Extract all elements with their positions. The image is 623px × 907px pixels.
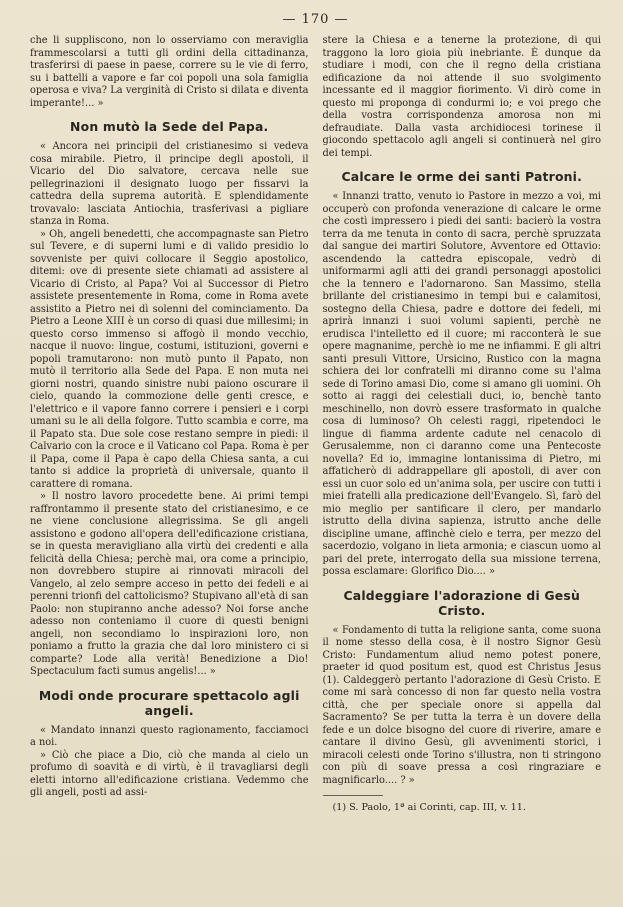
paragraph: » Oh, angeli benedetti, che accompagnaste san Pietro sul Tevere, e di superni lumi e di valido presidio lo sovveniste per quivi collocare il Seggio apostolico, ditemi: ove di presente siete chiamati ad assistere al Vicario di Cristo, al Papa? Voi al Successor di Pietro assistete presentemente in Roma, come in Roma avete assistito a Pietro nei dì solenni del cominciamento. Da Pietro a Leone XIII è un corso di quasi due millesimi; in questo corso immenso si affogò il mondo vecchio, nacque il nuovo: lingue, costumi, istituzioni, governi e popoli tramutarono: non mutò punto il Papato, non mutò il territorio alla Sede del Papa. E non muta nei giorni nostri, quando sinistre nubi paiono oscurare il cielo, quando la commozione delle genti cresce, e l'elettrico e il vapore fanno correre i pensieri e i corpi umani su le ali della folgore. Tutto scambia e corre, ma il Papato sta. Due sole cose restano sempre in piedi: il Calvario con la croce e il Vaticano col Papa. Roma è per il Papa, come il Papa è capo della Chiesa santa, a cui tanto si addice la proprietà di universale, quanto il carattere di romana. [30,228,309,490]
paragraph: che li suppliscono, non lo osserviamo con meraviglia frammescolarsi a tutti gli ordini della cittadinanza, trasferirsi di paese in paese, correre su le vie di ferro, su i battelli a vapore e far coi popoli una sola famiglia operosa e viva? La verginità di Cristo si dilata e diventa imperante!... » [30,35,309,109]
two-column-layout [30,35,601,814]
footnote-divider [323,795,383,796]
paragraph: « Mandato innanzi questo ragionamento, facciamoci a noi. [30,724,309,748]
page-number: — 170 — [282,12,349,27]
section-heading: Calcare le orme dei santi Patroni. [341,169,583,184]
paragraph: » Ciò che piace a Dio, ciò che manda al cielo un profumo di soavità e di virtù, è il travagliarsi degli eletti intorno all'edificazione cristiana. Vedemmo che gli angeli, posti ad assi- [30,749,309,798]
left-column [30,35,309,814]
section-heading: Modi onde procurare spettacolo agli angeli. [38,687,300,718]
paragraph: « Innanzi tratto, venuto io Pastore in mezzo a voi, mi occuperò con profonda venerazione di calcare le orme che costì impressero i piedi dei santi: bacierò la vostra terra da me tenuta in conto di sacra, perchè spruzzata dal sangue dei martiri Solutore, Avventore ed Ottavio: ascendendo la cattedra episcopale, vedrò di uniformarmi agli atti dei grandi personaggi apostolici che la tennero e l'adornarono. San Massimo, stella brillante del cristianesimo in tempi bui e calamitosi, sostegno della Chiesa, padre e dottore dei fedeli, mi aprirà innanzi i suoi volumi sapienti, perchè ne erudisca l'intelletto ed il cuore; mi racconterà le sue opere magnanime, perchè io me ne infiammi. E gli altri santi presuli Vittore, Ursicino, Rustico con la magna schiera dei lor confratelli mi diranno come su l'alma sede di Torino amasi Dio, come si amano gli uomini. Oh sotto ai raggi dei celestiali duci, io, benchè tanto meschinello, non dovrò essere trasformato in qualche cosa di luminoso? Oh celesti raggi, ripetendoci le lingue di fiamma ardente cadute nel cenacolo di Gerusalemme, non ci daranno come una Pentecoste novella? Ed io, immagine lontanissima di Pietro, mi affaticherò di addrappellare gli apostoli, di aver con essi un cuor solo ed un'anima sola, per uscire con tutti i miei fratelli alla predicazione dell'Evangelo. Sì, farò del mio meglio per santificare il clero, per mandarlo istrutto della divina sapienza, istrutto anche delle discipline umane, affinchè cielo e terra, per mezzo del sacerdozio, volgano in lieta armonia; e ciascun uomo al pari del prete, interrogato della sua missione terrena, possa esclamare: Glorifico Dio.... » [322,191,601,577]
paragraph: » Il nostro lavoro procedette bene. Ai primi tempi raffrontammo il presente stato del cristianesimo, e ce ne viene conclusione allegrissima. Se gli angeli assistono e godono all'opera dell'edificazione cristiana, se in questa meravigliano alla virtù dei credenti e alla felicità della Chiesa; perchè mai, ora come a principio, non dovrebbero stupire ai rinnovati miracoli del Vangelo, al zelo sempre acceso in petto dei fedeli e ai perenni trionfi del cattolicismo? Stupivano all'età di san Paolo: non stupiranno anche adesso? Noi forse anche adesso non conteniamo il cuore di questi benigni angeli, non secondiamo lo inspirazioni loro, non poniamo a frutto la grazia che dal loro ministero ci si comparte? Lode alla verità! Benedizione a Dio! Spectaculum facti sumus angelis!... » [30,491,309,677]
paragraph: « Fondamento di tutta la religione santa, come suona il nome stesso della cosa, è il nostro Signor Gesù Cristo: Fundamentum aliud nemo potest ponere, praeter id quod positum est, quod est Christus Jesus (1). Caldeggerò pertanto l'adorazione di Gesù Cristo. E come mi sarà concesso di non far questo nella vostra città, che per speciale onore si appella dal Sacramento? Se per tutta la terra è un dovere della fede e un dolce bisogno del cuore di riverire, amare e cantare il divino Gesù, gli avvenimenti storici, i miracoli celesti onde Torino s'illustra, non ti stringono con più di soave pressa a così ringraziare e magnificarlo.... ? » [322,624,601,786]
paragraph: « Ancora nei principii del cristianesimo si vedeva cosa mirabile. Pietro, il principe degli apostoli, il Vicario del Dio salvatore, cercava nelle sue pellegrinazioni il designato luogo per fissarvi la cattedra della suprema autorità. E splendidamente trovavalo: lasciata Antiochia, trasferivasi a pigliare stanza in Roma. [30,141,309,227]
section-heading: Non mutò la Sede del Papa. [70,119,269,134]
footnote: (1) S. Paolo, 1ª ai Corinti, cap. III, v. 11. [332,802,526,813]
paragraph: stere la Chiesa e a tenerne la protezione, di qui traggono la loro gioia più inebriante. È dunque da studiare i modi, con che il regno della cristiana edificazione da noi attende il suo svolgimento incessante ed il maggior fiorimento. Vi dirò come in questo mi proponga di condurmi io; e voi prego che della vostra corrispondenza amorosa non mi defraudiate. Dalla vasta archidiocesi torinese il giocondo spettacolo agli angeli si continuerà nel giro dei tempi. [322,35,601,159]
section-heading: Caldeggiare l'adorazione di Gesù Cristo. [343,587,581,618]
right-column [323,35,602,814]
